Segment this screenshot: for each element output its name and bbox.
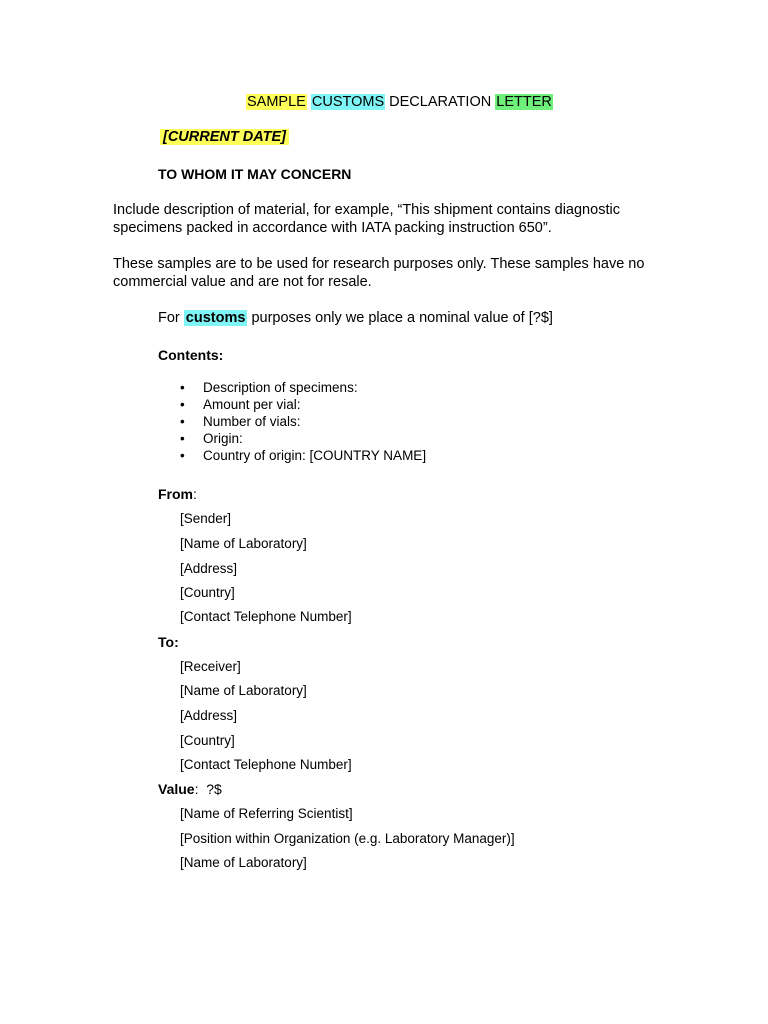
title-word-letter: LETTER <box>496 94 552 110</box>
salutation: TO WHOM IT MAY CONCERN <box>158 166 352 182</box>
list-item: • Country of origin: [COUNTRY NAME] <box>180 448 427 463</box>
nominal-before: For <box>158 310 180 326</box>
from-country: [Country] <box>180 585 235 600</box>
list-item: • Description of specimens: <box>180 380 358 395</box>
to-laboratory: [Name of Laboratory] <box>180 683 307 698</box>
referring-scientist: [Name of Referring Scientist] <box>180 806 353 821</box>
from-sender: [Sender] <box>180 511 232 526</box>
to-receiver: [Receiver] <box>180 659 241 674</box>
to-telephone: [Contact Telephone Number] <box>180 757 352 772</box>
research-paragraph: These samples are to be used for research purposes only. These samples have no commercial value and are not for resale. <box>113 256 645 290</box>
title-word-customs: CUSTOMS <box>311 94 385 110</box>
nominal-keyword-customs: customs <box>185 310 246 326</box>
description-paragraph: Include description of material, for example, “This shipment contains diagnostic specimens packed in accordance with IATA packing instruction 650”. <box>113 202 620 236</box>
nominal-value-line <box>158 308 553 328</box>
bullet-icon: • <box>180 397 185 412</box>
nominal-after: purposes only we place a nominal value of [?$] <box>251 310 553 326</box>
contents-list <box>180 379 426 464</box>
bullet-icon: • <box>180 414 185 429</box>
bullet-icon: • <box>180 380 185 395</box>
title-word-sample: SAMPLE <box>247 94 306 110</box>
contents-heading: Contents: <box>158 347 224 363</box>
value-laboratory: [Name of Laboratory] <box>180 855 307 870</box>
bullet-icon: • <box>180 431 185 446</box>
to-address: [Address] <box>180 708 238 723</box>
current-date <box>160 127 289 147</box>
from-heading: From: <box>158 486 197 502</box>
title-word-declaration: DECLARATION <box>389 94 492 110</box>
value-heading: Value: ?$ <box>158 781 222 797</box>
current-date-text: [CURRENT DATE] <box>160 129 289 145</box>
to-heading: To: <box>158 634 179 650</box>
from-address: [Address] <box>180 561 238 576</box>
list-item: • Origin: <box>180 431 243 446</box>
position-within-organization: [Position within Organization (e.g. Laboratory Manager)] <box>180 831 515 846</box>
bullet-icon: • <box>180 448 185 463</box>
from-telephone: [Contact Telephone Number] <box>180 609 352 624</box>
list-item: • Amount per vial: <box>180 397 301 412</box>
document-title <box>246 92 553 112</box>
list-item: • Number of vials: <box>180 414 301 429</box>
from-laboratory: [Name of Laboratory] <box>180 536 307 551</box>
to-country: [Country] <box>180 733 235 748</box>
